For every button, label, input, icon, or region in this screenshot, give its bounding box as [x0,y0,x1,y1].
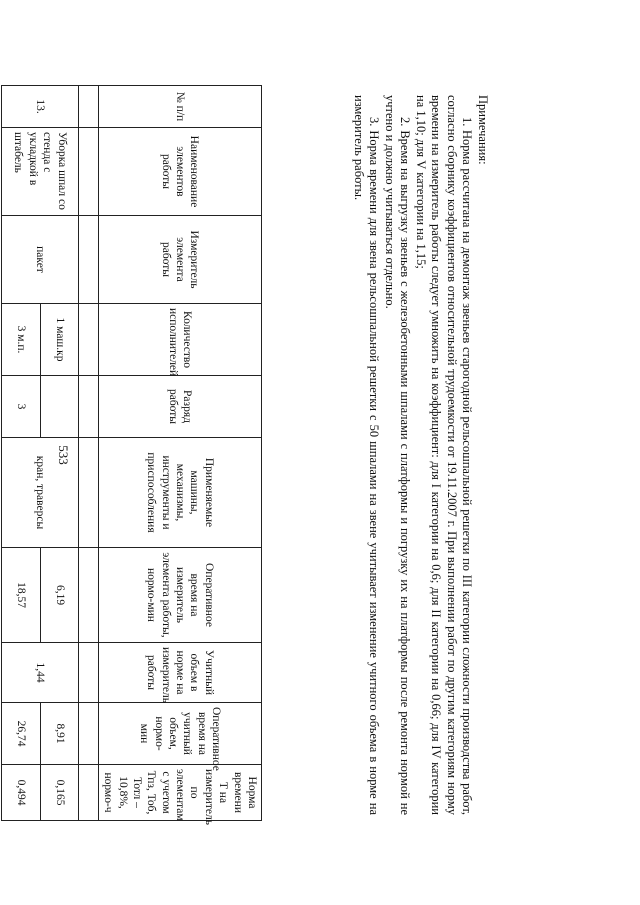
row-machines: кран, траверсы [1,438,78,548]
table-spacer-row [78,86,98,821]
row-op-time: 6,19 [40,548,78,643]
row-volume: 1,44 [1,643,78,703]
header-cell: Количество исполнителей [98,304,261,376]
row-element-name: Уборка шпал со стенда с укладкой в штабель [1,128,78,216]
header-cell: Применяемые машины, механизмы, инструменты и приспособления [98,438,261,548]
row-op-volume-time: 26,74 [1,703,40,765]
header-cell: Оперативное время на измеритель элемента работы, нормо-мин [98,548,261,643]
row-number: 13. [1,86,78,128]
row-op-time: 18,57 [1,548,40,643]
note-3: 3. Норма времени для звена рельсошпальной решетки с 50 шпалами на звене учитывает изменение учитного объема в норме на измеритель работы. [352,95,382,815]
header-cell: Наименование элементов работы [98,128,261,216]
header-cell: Разряд работы [98,376,261,438]
row-norm: 0,494 [1,765,40,821]
header-cell: Норма времени Т на измеритель по элементам с учетом Тпз, Тоб, Тотл – 10,8%, нормо-ч [98,765,261,821]
row-grade: 3 [1,376,40,438]
page-number: 533 [56,445,71,465]
header-cell: Учитный объем в норме на измеритель работы [98,643,261,703]
header-cell: № п/п [98,86,261,128]
row-unit: пакет [1,216,78,304]
table-header-row [98,86,261,821]
header-cell: Оперативное время на учитный объем, нормо-мин [98,703,261,765]
row-workers: 3 м.п. [1,304,40,376]
note-2: 2. Время на выгрузку звеньев с железобетонными шпалами с платформы и погрузку их на платформы после ремонта нормой не учтено и должно учитываться отдельно. [383,95,413,815]
row-workers: 1 маш.кр [40,304,78,376]
notes-title: Примечания: [476,95,490,165]
row-norm: 0,165 [40,765,78,821]
header-cell: Измеритель элемента работы [98,216,261,304]
row-op-volume-time: 8,91 [40,703,78,765]
note-1: 1. Норма рассчитана на демонтаж звеньев старогодной рельсошпальной решетки по III категории сложности производства работ, согласно сборнику коэффициентов относительной трудоемкости от 19.11.2007 г. При выполнении работ по другим категориям норму времени на измеритель работы следует умножить на коэффициент: для I категории на 0,6; для II категории на 0,66; для IV категории на 1,10; для V категории на 1,15; [414,95,475,815]
table-row [40,86,78,821]
notes-section [351,95,491,815]
norm-table [1,85,262,825]
row-grade [40,376,78,438]
